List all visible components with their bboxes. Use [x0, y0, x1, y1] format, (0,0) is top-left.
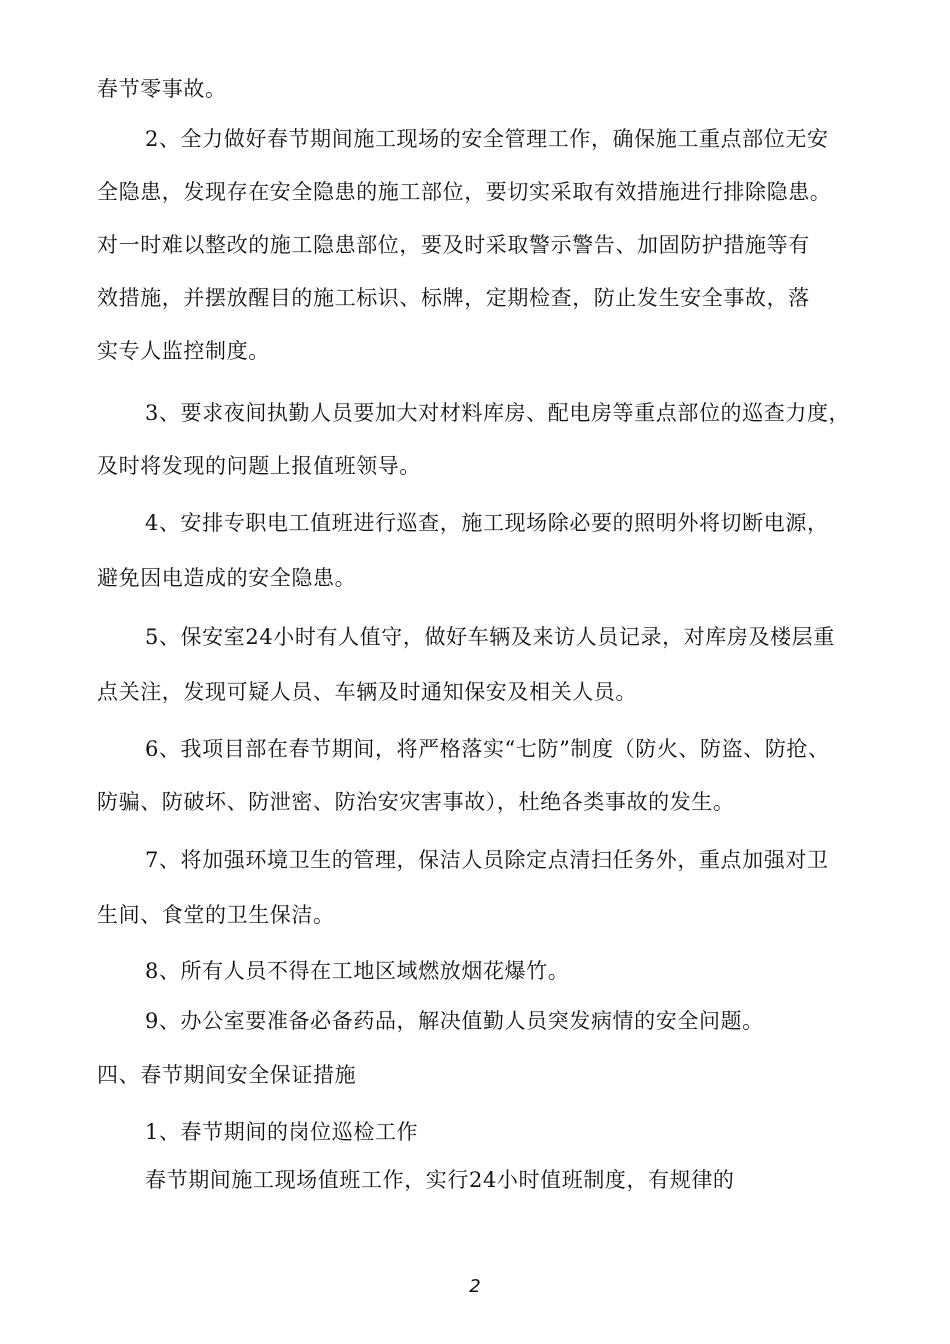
- text-line-14: 防骗、防破坏、防泄密、防治安灾害事故），杜绝各类事故的发生。: [97, 790, 735, 814]
- text-line-18: 9、办公室要准备必备药品，解决值勤人员突发病情的安全问题。: [145, 1009, 764, 1033]
- text-line-6: 实专人监控制度。: [97, 339, 270, 363]
- text-line-15: 7、将加强环境卫生的管理，保洁人员除定点清扫任务外，重点加强对卫: [145, 848, 829, 872]
- text-line-13: 6、我项目部在春节期间，将严格落实“七防”制度（防火、防盗、防抢、: [145, 737, 830, 761]
- text-line-4: 对一时难以整改的施工隐患部位，要及时采取警示警告、加固防护措施等有: [97, 233, 810, 257]
- text-line-3: 全隐患，发现存在安全隐患的施工部位，要切实采取有效措施进行排除隐患。: [97, 180, 832, 204]
- text-line-17: 8、所有人员不得在工地区域燃放烟花爆竹。: [145, 959, 570, 983]
- text-line-2: 2、全力做好春节期间施工现场的安全管理工作，确保施工重点部位无安: [145, 127, 829, 151]
- subsection-heading: 1、春节期间的岗位巡检工作: [145, 1120, 419, 1144]
- text-line-7: 3、要求夜间执勤人员要加大对材料库房、配电房等重点部位的巡查力度，: [145, 401, 851, 425]
- page-number: 2: [469, 1276, 481, 1297]
- text-line-12: 点关注，发现可疑人员、车辆及时通知保安及相关人员。: [97, 680, 637, 704]
- text-line-16: 生间、食堂的卫生保洁。: [97, 903, 335, 927]
- text-line-1: 春节零事故。: [97, 77, 227, 101]
- text-line-5: 效措施，并摆放醒目的施工标识、标牌，定期检查，防止发生安全事故，落: [97, 286, 810, 310]
- section-heading: 四、春节期间安全保证措施: [97, 1063, 357, 1087]
- text-line-8: 及时将发现的问题上报值班领导。: [97, 454, 421, 478]
- text-line-21: 春节期间施工现场值班工作，实行24小时值班制度，有规律的: [145, 1168, 735, 1192]
- text-line-10: 避免因电造成的安全隐患。: [97, 566, 357, 590]
- text-line-11: 5、保安室24小时有人值守，做好车辆及来访人员记录，对库房及楼层重: [145, 625, 835, 649]
- text-line-9: 4、安排专职电工值班进行巡查，施工现场除必要的照明外将切断电源，: [145, 511, 829, 535]
